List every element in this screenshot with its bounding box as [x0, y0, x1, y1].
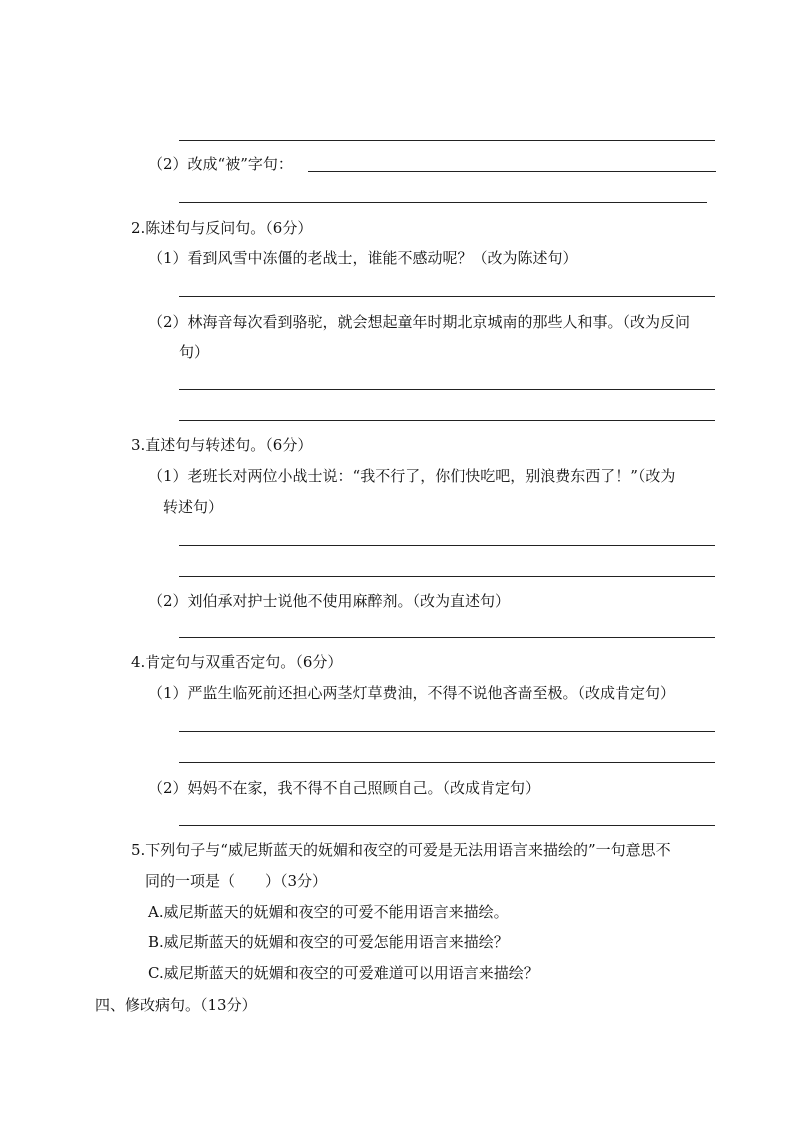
q5-option-c[interactable]: C.威尼斯蓝天的妩媚和夜空的可爱难道可以用语言来描绘？	[148, 964, 539, 982]
answer-line[interactable]	[308, 171, 716, 172]
q5-title-cont: 同的一项是（ ）（3分）	[145, 872, 328, 890]
q2-sub2-text-cont: 句）	[179, 343, 210, 361]
answer-line[interactable]	[179, 140, 715, 141]
answer-line[interactable]	[179, 545, 715, 546]
q3-sub1-text-cont: 转述句）	[163, 498, 224, 516]
answer-line[interactable]	[179, 296, 715, 297]
q4-title: 4.肯定句与双重否定句。（6分）	[131, 653, 343, 671]
q3-sub1-text: （1）老班长对两位小战士说：“我不行了，你们快吃吧，别浪费东西了！”（改为	[148, 467, 676, 485]
answer-line[interactable]	[179, 731, 715, 732]
answer-line[interactable]	[179, 762, 715, 763]
answer-line[interactable]	[179, 420, 715, 421]
q4-sub2-text: （2）妈妈不在家，我不得不自己照顾自己。（改成肯定句）	[148, 779, 541, 797]
section4-title: 四、修改病句。（13分）	[95, 996, 257, 1014]
q2-sub1-text: （1）看到风雪中冻僵的老战士，谁能不感动呢？（改为陈述句）	[148, 249, 578, 267]
answer-line[interactable]	[179, 202, 707, 203]
answer-line[interactable]	[179, 637, 715, 638]
q2-title: 2.陈述句与反问句。（6分）	[131, 219, 313, 237]
q3-title: 3.直述句与转述句。（6分）	[131, 436, 313, 454]
q5-option-b[interactable]: B.威尼斯蓝天的妩媚和夜空的可爱怎能用语言来描绘？	[148, 933, 509, 951]
answer-line[interactable]	[179, 825, 715, 826]
answer-line[interactable]	[179, 389, 715, 390]
q4-sub1-text: （1）严监生临死前还担心两茎灯草费油，不得不说他吝啬至极。（改成肯定句）	[148, 684, 676, 702]
q1-sub2-text: （2）改成“被”字句：	[148, 155, 293, 173]
q5-title: 5.下列句子与“威尼斯蓝天的妩媚和夜空的可爱是无法用语言来描绘的”一句意思不	[131, 841, 671, 859]
q3-sub2-text: （2）刘伯承对护士说他不使用麻醉剂。（改为直述句）	[148, 592, 511, 610]
answer-line[interactable]	[179, 576, 715, 577]
q2-sub2-text: （2）林海音每次看到骆驼，就会想起童年时期北京城南的那些人和事。（改为反问	[148, 313, 691, 331]
q5-option-a[interactable]: A.威尼斯蓝天的妩媚和夜空的可爱不能用语言来描绘。	[148, 903, 509, 921]
